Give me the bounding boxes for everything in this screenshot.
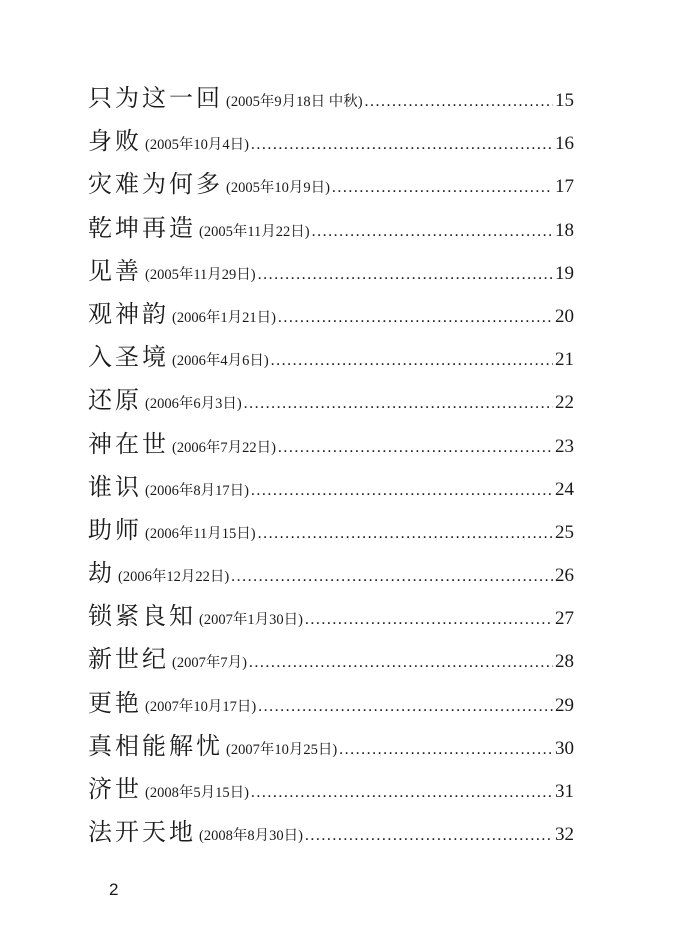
dot-leader xyxy=(231,568,553,586)
toc-entry[interactable] xyxy=(88,769,574,812)
toc-entry-title: 乾坤再造 xyxy=(88,213,196,242)
dot-leader xyxy=(305,827,553,845)
toc-entry[interactable] xyxy=(88,294,574,337)
toc-entry-date: (2005年11月22日) xyxy=(199,223,310,240)
table-of-contents xyxy=(88,78,574,855)
toc-entry-date: (2006年11月15日) xyxy=(145,525,256,542)
toc-entry-title: 灾难为何多 xyxy=(88,170,223,199)
toc-entry[interactable] xyxy=(88,208,574,251)
toc-entry[interactable] xyxy=(88,424,574,467)
toc-entry-date: (2006年7月22日) xyxy=(172,439,276,456)
dot-leader xyxy=(251,784,553,802)
toc-entry[interactable] xyxy=(88,510,574,553)
dot-leader xyxy=(249,654,553,672)
toc-entry-page: 24 xyxy=(555,478,574,500)
toc-entry-page: 23 xyxy=(555,435,574,457)
toc-entry-page: 28 xyxy=(555,651,574,673)
toc-entry-date: (2005年9月18日 中秋) xyxy=(226,94,363,110)
toc-entry-date: (2008年5月15日) xyxy=(145,785,249,801)
toc-entry-title: 更艳 xyxy=(88,688,142,717)
toc-entry-title: 法开天地 xyxy=(88,818,196,847)
toc-entry-title: 真相能解忧 xyxy=(88,731,223,760)
dot-leader xyxy=(251,136,553,154)
toc-entry-title: 见善 xyxy=(88,256,142,285)
toc-entry-title: 谁识 xyxy=(88,472,142,501)
toc-entry-title: 只为这一回 xyxy=(88,84,223,112)
toc-entry-title: 新世纪 xyxy=(88,645,169,674)
toc-entry-page: 25 xyxy=(555,521,574,543)
dot-leader xyxy=(278,439,553,457)
toc-entry-date: (2007年10月17日) xyxy=(145,698,257,715)
toc-entry-date: (2006年1月21日) xyxy=(172,309,276,326)
toc-entry[interactable] xyxy=(88,683,574,726)
toc-entry[interactable] xyxy=(88,164,574,207)
dot-leader xyxy=(278,309,553,327)
dot-leader xyxy=(251,482,553,500)
page-number: 2 xyxy=(109,880,119,899)
dot-leader xyxy=(312,223,553,241)
toc-entry-page: 22 xyxy=(555,392,574,414)
toc-entry-page: 18 xyxy=(555,219,574,241)
toc-entry-page: 29 xyxy=(555,694,574,716)
toc-entry-page: 20 xyxy=(555,305,574,327)
toc-entry-date: (2007年1月30日) xyxy=(199,612,303,629)
toc-entry[interactable] xyxy=(88,467,574,510)
toc-entry-title: 身败 xyxy=(88,127,142,156)
dot-leader xyxy=(271,352,553,370)
toc-entry-title: 劫 xyxy=(88,559,115,588)
toc-entry[interactable] xyxy=(88,812,574,855)
dot-leader xyxy=(244,395,553,413)
toc-entry-title: 入圣境 xyxy=(88,343,169,372)
toc-entry-title: 神在世 xyxy=(88,429,169,458)
toc-entry-page: 32 xyxy=(555,824,574,846)
toc-entry-date: (2006年8月17日) xyxy=(145,482,249,499)
toc-entry[interactable] xyxy=(88,726,574,769)
toc-entry-page: 17 xyxy=(555,176,574,198)
toc-entry-title: 助师 xyxy=(88,515,142,544)
toc-entry-page: 21 xyxy=(555,349,574,371)
toc-entry-page: 30 xyxy=(555,737,574,759)
toc-entry-date: (2006年4月6日) xyxy=(172,353,269,370)
dot-leader xyxy=(339,741,553,759)
toc-entry[interactable] xyxy=(88,251,574,294)
toc-entry-date: (2006年12月22日) xyxy=(118,569,230,586)
dot-leader xyxy=(258,698,553,716)
dot-leader xyxy=(258,266,553,284)
dot-leader xyxy=(258,525,553,543)
toc-entry-date: (2007年10月25日) xyxy=(226,741,338,758)
toc-entry-title: 济世 xyxy=(88,775,142,803)
toc-entry[interactable] xyxy=(88,639,574,682)
toc-entry-page: 27 xyxy=(555,608,574,630)
toc-entry-page: 31 xyxy=(555,781,574,802)
dot-leader xyxy=(365,93,553,111)
toc-entry[interactable] xyxy=(88,380,574,423)
toc-entry-date: (2005年10月4日) xyxy=(145,137,249,154)
toc-entry[interactable] xyxy=(88,121,574,164)
toc-entry[interactable] xyxy=(88,78,574,121)
toc-entry-date: (2006年6月3日) xyxy=(145,396,242,413)
toc-entry-title: 还原 xyxy=(88,386,142,415)
toc-entry-page: 19 xyxy=(555,262,574,284)
toc-entry-date: (2005年11月29日) xyxy=(145,266,256,283)
toc-entry-date: (2007年7月) xyxy=(172,655,247,672)
toc-entry-page: 15 xyxy=(555,90,574,111)
toc-entry-page: 26 xyxy=(555,565,574,587)
dot-leader xyxy=(332,179,553,197)
toc-entry[interactable] xyxy=(88,596,574,639)
toc-entry[interactable] xyxy=(88,553,574,596)
toc-entry-title: 锁紧良知 xyxy=(88,602,196,631)
toc-entry-page: 16 xyxy=(555,133,574,155)
toc-entry-date: (2005年10月9日) xyxy=(226,180,330,197)
toc-entry-date: (2008年8月30日) xyxy=(199,828,303,845)
toc-entry[interactable] xyxy=(88,337,574,380)
dot-leader xyxy=(305,611,553,629)
toc-entry-title: 观神韵 xyxy=(88,299,169,328)
